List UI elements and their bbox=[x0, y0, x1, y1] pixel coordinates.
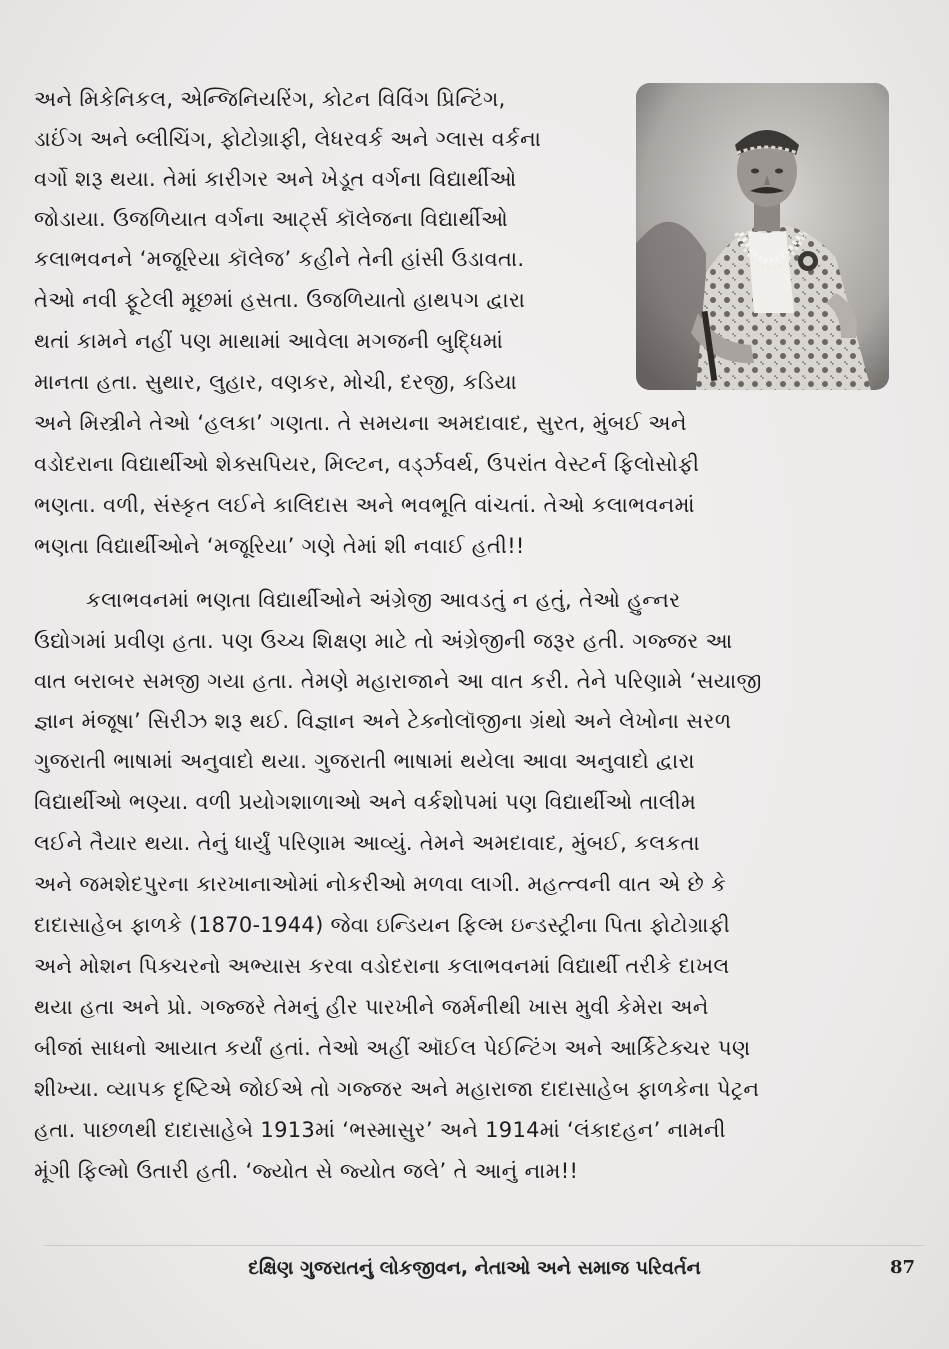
text-line: મૂંગી ફિલ્મો ઉતારી હતી. ‘જ્યોત સે જ્યોત જલે’ તે આનું નામ!! bbox=[34, 1159, 579, 1183]
page-number: 87 bbox=[889, 1257, 915, 1278]
text-line: હતા. પાછળથી દાદાસાહેબે 1913માં ‘ભસ્માસુર’ અને 1914માં ‘લંકાદહન’ નામની bbox=[34, 1118, 726, 1142]
text-line: તેઓ નવી ફૂટેલી મૂછમાં હસતા. ઉજળિયાતો હાથપગ દ્વારા bbox=[34, 288, 526, 312]
text-line: અને મિકેનિકલ, એન્જિનિયરિંગ, કોટન વિવિંગ પ્રિન્ટિંગ, bbox=[34, 87, 506, 111]
footer-divider bbox=[44, 1245, 924, 1246]
text-line: અને મોશન પિક્ચરનો અભ્યાસ કરવા વડોદરાના કલાભવનમાં વિદ્યાર્થી તરીકે દાખલ bbox=[34, 954, 730, 978]
text-line: વિદ્યાર્થીઓ ભણ્યા. વળી પ્રયોગશાળાઓ અને વર્કશોપમાં પણ વિદ્યાર્થીઓ તાલીમ bbox=[34, 790, 697, 814]
text-line: ભણતા. વળી, સંસ્કૃત લઈને કાલિદાસ અને ભવભૂતિ વાંચતાં. તેઓ કલાભવનમાં bbox=[34, 493, 695, 517]
text-line: અને મિસ્ત્રીને તેઓ ‘હલકા’ ગણતા. તે સમયના અમદાવાદ, સુરત, મુંબઈ અને bbox=[34, 411, 687, 435]
text-line: જ્ઞાન મંજૂષા’ સિરીઝ શરૂ થઈ. વિજ્ઞાન અને ટેક્નોલૉજીના ગ્રંથો અને લેખોના સરળ bbox=[34, 709, 732, 733]
text-line: ઉદ્યોગમાં પ્રવીણ હતા. પણ ઉચ્ચ શિક્ષણ માટે તો અંગ્રેજીની જરૂર હતી. ગજ્જર આ bbox=[34, 629, 733, 653]
text-line: બીજાં સાધનો આયાત કર્યાં હતાં. તેઓ અહીં ઑઈલ પેઈન્ટિંગ અને આર્કિટેક્ચર પણ bbox=[34, 1036, 751, 1060]
text-line: કલાભવનમાં ભણતા વિદ્યાર્થીઓને અંગ્રેજી આવડતું ન હતું, તેઓ હુન્નર bbox=[86, 588, 681, 612]
text-line: ડાઈંગ અને બ્લીચિંગ, ફોટોગ્રાફી, લેધરવર્ક અને ગ્લાસ વર્કના bbox=[34, 127, 542, 151]
text-line: ભણતા વિદ્યાર્થીઓને ‘મજૂરિયા’ ગણે તેમાં શી નવાઈ હતી!! bbox=[34, 534, 525, 558]
text-line: માનતા હતા. સુથાર, લુહાર, વણકર, મોચી, દરજી, કડિયા bbox=[34, 370, 518, 394]
text-line: લઈને તૈયાર થયા. તેનું ધાર્યું પરિણામ આવ્યું. તેમને અમદાવાદ, મુંબઈ, કલકતા bbox=[34, 831, 700, 855]
text-line: દાદાસાહેબ ફાળકે (1870-1944) જેવા ઇન્ડિયન ફિલ્મ ઇન્ડસ્ટ્રીના પિતા ફોટોગ્રાફી bbox=[34, 913, 731, 937]
text-line: કલાભવનને ‘મજૂરિયા કૉલેજ’ કહીને તેની હાંસી ઉડાવતા. bbox=[34, 247, 525, 271]
text-line: થયા હતા અને પ્રો. ગજ્જરે તેમનું હીર પારખીને જર્મનીથી ખાસ મુવી કેમેરા અને bbox=[34, 995, 709, 1019]
text-line: અને જમશેદપુરના કારખાનાઓમાં નોકરીઓ મળવા લાગી. મહત્ત્વની વાત એ છે કે bbox=[34, 872, 727, 896]
text-line: વર્ગો શરૂ થયા. તેમાં કારીગર અને ખેડૂત વર્ગના વિદ્યાર્થીઓ bbox=[34, 167, 517, 191]
text-line: વડોદરાના વિદ્યાર્થીઓ શેક્સપિયર, મિલ્ટન, વર્ડ્ઝવર્થ, ઉપરાંત વેસ્ટર્ન ફિલોસોફી bbox=[34, 452, 700, 476]
text-line: થતાં કામને નહીં પણ માથામાં આવેલા મગજની બુદ્ધિમાં bbox=[34, 329, 504, 353]
text-line: જોડાયા. ઉજળિયાત વર્ગના આર્ટ્સ કૉલેજના વિદ્યાર્થીઓ bbox=[34, 207, 509, 231]
text-line: વાત બરાબર સમજી ગયા હતા. તેમણે મહારાજાને આ વાત કરી. તેને પરિણામે ‘સયાજી bbox=[34, 669, 762, 693]
text-line: શીખ્યા. વ્યાપક દૃષ્ટિએ જોઈએ તો ગજ્જર અને મહારાજા દાદાસાહેબ ફાળકેના પેટ્રન bbox=[34, 1077, 760, 1101]
footer-book-title: દક્ષિણ ગુજરાતનું લોકજીવન, નેતાઓ અને સમાજ પરિવર્તન bbox=[248, 1257, 701, 1279]
portrait-photo bbox=[636, 83, 889, 390]
text-line: ગુજરાતી ભાષામાં અનુવાદો થયા. ગુજરાતી ભાષામાં થયેલા આવા અનુવાદો દ્વારા bbox=[34, 749, 695, 773]
